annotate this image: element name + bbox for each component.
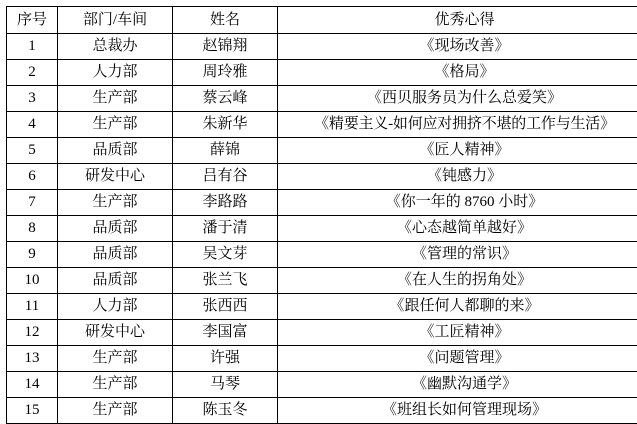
cell-name: 陈玉冬 — [173, 398, 278, 424]
cell-department: 品质部 — [58, 242, 173, 268]
table-row — [7, 86, 637, 112]
cell-department: 研发中心 — [58, 164, 173, 190]
cell-department: 总裁办 — [58, 34, 173, 60]
cell-index: 12 — [7, 320, 58, 346]
cell-department: 生产部 — [58, 190, 173, 216]
table-header — [7, 7, 637, 34]
cell-index: 1 — [7, 34, 58, 60]
cell-index: 2 — [7, 60, 58, 86]
cell-department: 品质部 — [58, 138, 173, 164]
table-row — [7, 34, 637, 60]
cell-name: 薛锦 — [173, 138, 278, 164]
column-header-index: 序号 — [7, 7, 58, 34]
cell-department: 人力部 — [58, 294, 173, 320]
cell-department: 生产部 — [58, 346, 173, 372]
cell-note: 《现场改善》 — [278, 34, 637, 60]
cell-note: 《你一年的 8760 小时》 — [278, 190, 637, 216]
cell-note: 《管理的常识》 — [278, 242, 637, 268]
cell-name: 李路路 — [173, 190, 278, 216]
cell-note: 《在人生的拐角处》 — [278, 268, 637, 294]
cell-index: 15 — [7, 398, 58, 424]
cell-note: 《幽默沟通学》 — [278, 372, 637, 398]
column-header-note: 优秀心得 — [278, 7, 637, 34]
cell-note: 《匠人精神》 — [278, 138, 637, 164]
cell-index: 9 — [7, 242, 58, 268]
cell-department: 研发中心 — [58, 320, 173, 346]
cell-index: 7 — [7, 190, 58, 216]
cell-department: 生产部 — [58, 112, 173, 138]
table-header-row — [7, 7, 637, 34]
cell-name: 潘于清 — [173, 216, 278, 242]
table-row — [7, 138, 637, 164]
cell-note: 《跟任何人都聊的来》 — [278, 294, 637, 320]
cell-department: 品质部 — [58, 216, 173, 242]
table-row — [7, 60, 637, 86]
cell-index: 3 — [7, 86, 58, 112]
excellent-notes-table — [6, 6, 637, 424]
cell-note: 《班组长如何管理现场》 — [278, 398, 637, 424]
cell-department: 生产部 — [58, 86, 173, 112]
table-row — [7, 164, 637, 190]
cell-name: 吕有谷 — [173, 164, 278, 190]
column-header-name: 姓名 — [173, 7, 278, 34]
cell-name: 李国富 — [173, 320, 278, 346]
cell-note: 《西贝服务员为什么总爱笑》 — [278, 86, 637, 112]
cell-name: 吴文芽 — [173, 242, 278, 268]
cell-index: 10 — [7, 268, 58, 294]
table-row — [7, 190, 637, 216]
cell-index: 5 — [7, 138, 58, 164]
table-row — [7, 112, 637, 138]
cell-note: 《工匠精神》 — [278, 320, 637, 346]
cell-name: 马琴 — [173, 372, 278, 398]
table-row — [7, 216, 637, 242]
cell-index: 11 — [7, 294, 58, 320]
table-row — [7, 372, 637, 398]
table-body — [7, 34, 637, 424]
cell-note: 《格局》 — [278, 60, 637, 86]
cell-index: 8 — [7, 216, 58, 242]
table-row — [7, 346, 637, 372]
cell-note: 《钝感力》 — [278, 164, 637, 190]
cell-name: 蔡云峰 — [173, 86, 278, 112]
cell-department: 生产部 — [58, 398, 173, 424]
cell-index: 4 — [7, 112, 58, 138]
cell-name: 许强 — [173, 346, 278, 372]
column-header-department: 部门/车间 — [58, 7, 173, 34]
table-row — [7, 268, 637, 294]
cell-note: 《精要主义-如何应对拥挤不堪的工作与生活》 — [278, 112, 637, 138]
cell-department: 生产部 — [58, 372, 173, 398]
cell-department: 人力部 — [58, 60, 173, 86]
table-row — [7, 320, 637, 346]
cell-name: 张西西 — [173, 294, 278, 320]
table-row — [7, 242, 637, 268]
table-row — [7, 294, 637, 320]
cell-index: 14 — [7, 372, 58, 398]
cell-index: 6 — [7, 164, 58, 190]
cell-name: 朱新华 — [173, 112, 278, 138]
cell-note: 《心态越简单越好》 — [278, 216, 637, 242]
cell-name: 赵锦翔 — [173, 34, 278, 60]
cell-note: 《问题管理》 — [278, 346, 637, 372]
cell-name: 周玲雅 — [173, 60, 278, 86]
cell-index: 13 — [7, 346, 58, 372]
cell-department: 品质部 — [58, 268, 173, 294]
cell-name: 张兰飞 — [173, 268, 278, 294]
